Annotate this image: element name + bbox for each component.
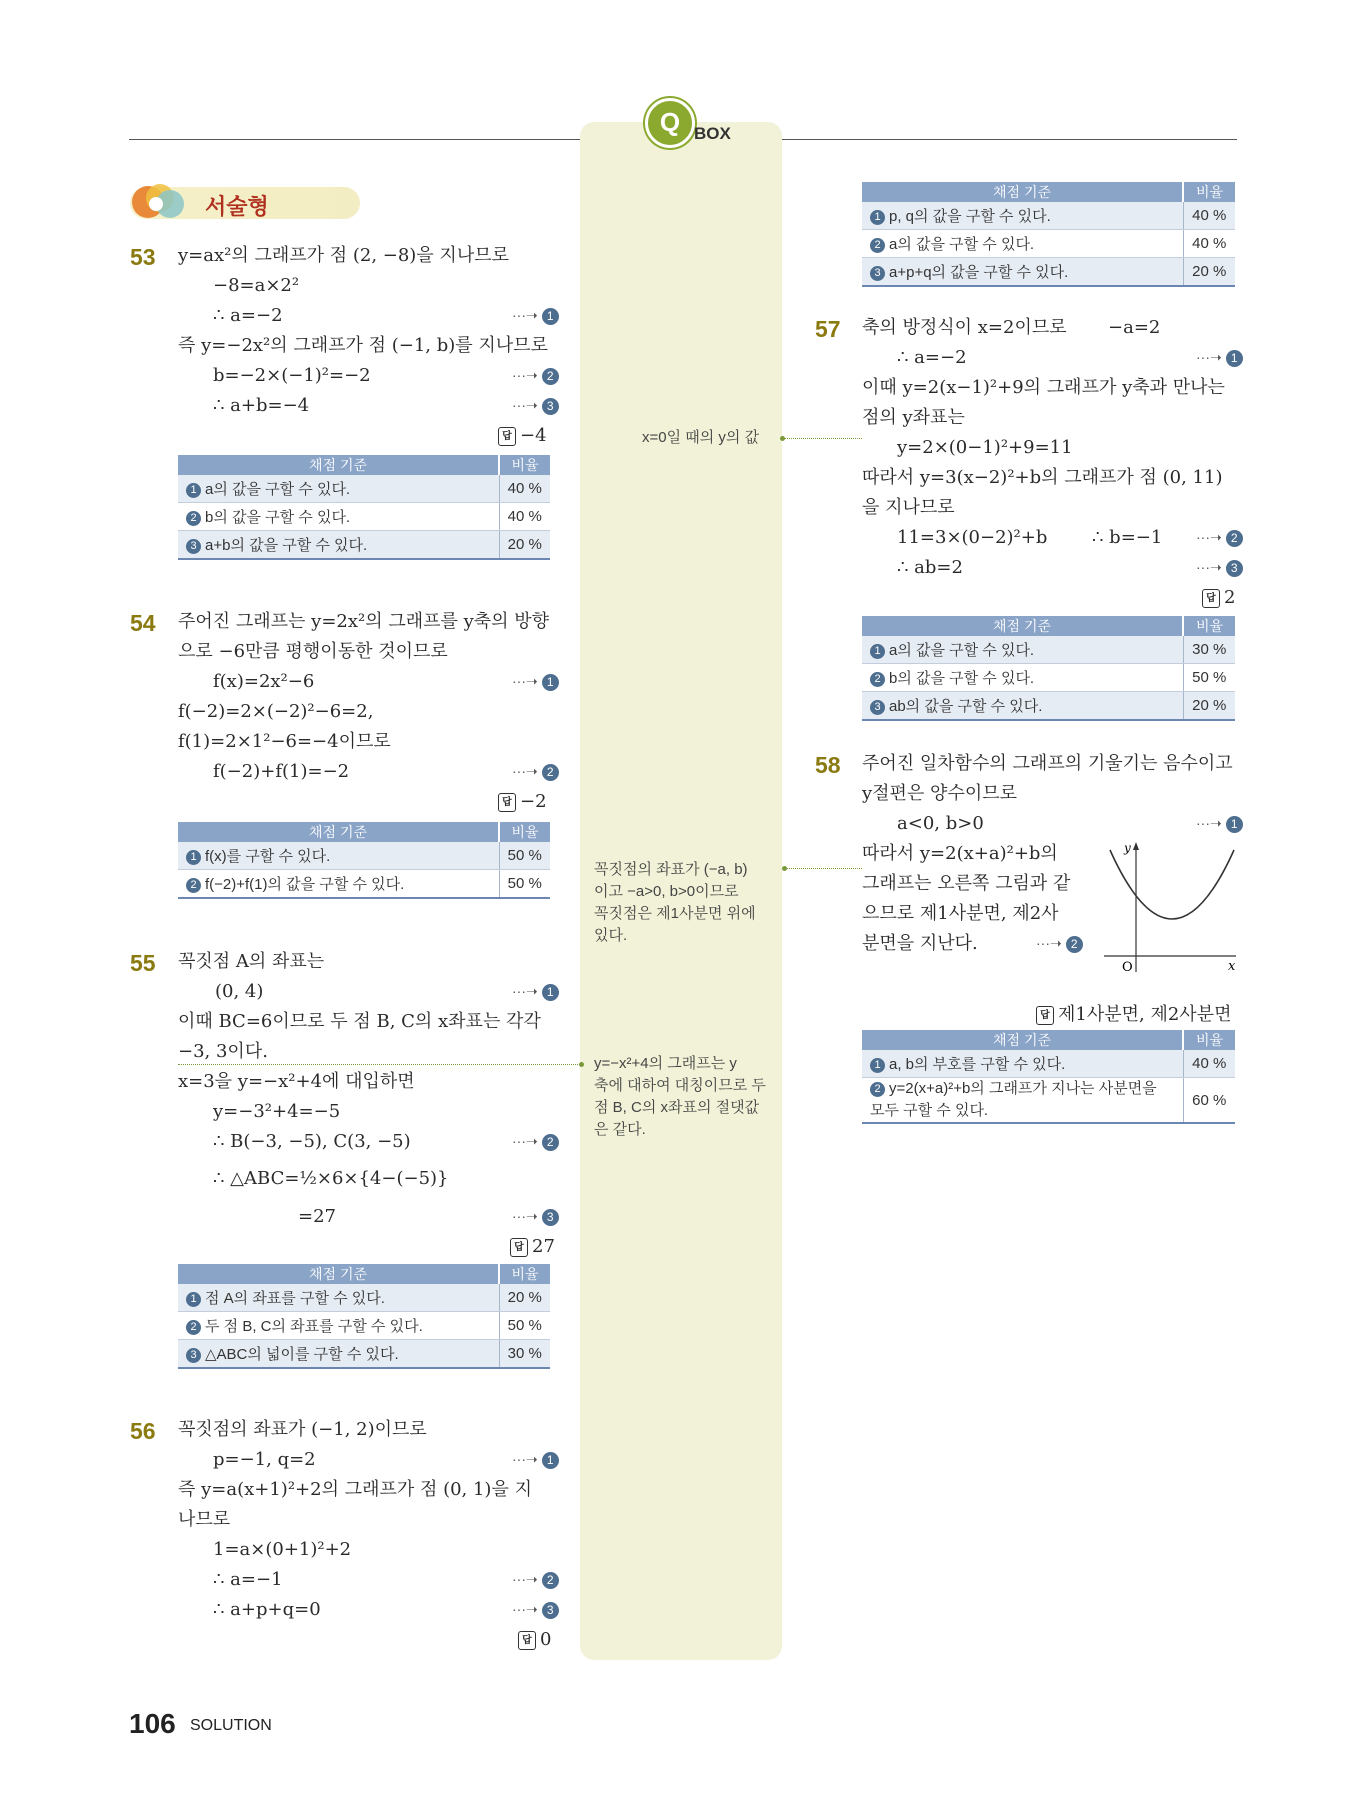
problem-56-number: 56	[130, 1418, 156, 1444]
p57-line-11: ∴ ab=2	[897, 557, 963, 578]
p58-line-3: a<0, b>0	[897, 813, 984, 834]
p56-line-1: 꼭짓점의 좌표가 (−1, 2)이므로	[178, 1419, 427, 1440]
p57-line-5: 점의 y좌표는	[862, 407, 965, 428]
p54-line-2: 으로 −6만큼 평행이동한 것이므로	[178, 641, 448, 662]
p55-line-7: ∴ B(−3, −5), C(3, −5)	[213, 1131, 411, 1152]
answer-icon: 답	[510, 1238, 528, 1257]
p57-line-8: 을 지나므로	[862, 497, 955, 518]
graph-origin-label: O	[1122, 960, 1133, 975]
p55-line-1: 꼭짓점 A의 좌표는	[178, 951, 325, 972]
p54-line-3: f(x)=2x²−6	[213, 671, 315, 692]
p58-line-4: 따라서 y=2(x+a)²+b의	[862, 843, 1058, 864]
p58-line-6: 으므로 제1사분면, 제2사	[862, 903, 1059, 924]
p54-line-1: 주어진 그래프는 y=2x²의 그래프를 y축의 방향	[178, 611, 550, 632]
section-flower-icon	[130, 180, 190, 224]
p55-line-5: x=3을 y=−x²+4에 대입하면	[178, 1071, 415, 1092]
p57-line-10: ∴ b=−1	[1092, 527, 1163, 548]
p54-scoring-table: 채점 기준 비율 1 f(x)를 구할 수 있다. 50 % 2 f(−2)+f(1)의 값을 구할 수 있다. 50 %	[178, 822, 550, 899]
graph-x-label: x	[1228, 959, 1236, 974]
p56-line-4: 나므로	[178, 1509, 231, 1530]
p54-answer: 답 −2	[498, 791, 547, 812]
p53-line-6: ∴ a+b=−4	[213, 395, 310, 416]
p58-line-2: y절편은 양수이므로	[862, 783, 1017, 804]
p57-line-1: 축의 방정식이 x=2이므로	[862, 317, 1067, 338]
note-connector-dot	[579, 1062, 584, 1067]
p54-line-5: f(1)=2×1²−6=−4이므로	[178, 731, 391, 752]
p56-scoring-table: 채점 기준 비율 1 p, q의 값을 구할 수 있다. 40 % 2 a의 값을 구할 수 있다. 40 % 3 a+p+q의 값을 구할 수 있다. 20 %	[862, 182, 1235, 287]
step-marker: ···➝ 3	[512, 1208, 559, 1226]
p53-line-1: y=ax²의 그래프가 점 (2, −8)을 지나므로	[178, 245, 509, 266]
step-marker: ···➝ 2	[512, 1133, 559, 1151]
p55-line-9: =27	[298, 1206, 336, 1227]
step-marker: ···➝ 1	[512, 1451, 559, 1469]
step-marker: ···➝ 2	[512, 367, 559, 385]
note-vertex: 꼭짓점의 좌표가 (−a, b) 이고 −a>0, b>0이므로 꼭짓점은 제1사분면 위에 있다.	[594, 861, 756, 944]
p55-scoring-table: 채점 기준 비율 1 점 A의 좌표를 구할 수 있다. 20 % 2 두 점 B, C의 좌표를 구할 수 있다. 50 % 3 △ABC의 넓이를 구할 수 있다. 30 %	[178, 1264, 550, 1369]
p56-line-6: ∴ a=−1	[213, 1569, 283, 1590]
note-connector-line	[784, 438, 862, 439]
step-marker: ···➝ 3	[512, 1601, 559, 1619]
problem-54-number: 54	[130, 610, 156, 636]
step-marker: ···➝ 1	[512, 673, 559, 691]
problem-55-number: 55	[130, 950, 156, 976]
note-symmetry: y=−x²+4의 그래프는 y 축에 대하여 대칭이므로 두 점 B, C의 x좌표의 절댓값 은 같다.	[594, 1055, 766, 1138]
step-marker: ···➝ 2	[1196, 529, 1243, 547]
p55-line-4: −3, 3이다.	[178, 1041, 268, 1062]
answer-icon: 답	[498, 793, 516, 812]
step-marker: ···➝ 2	[512, 763, 559, 781]
note-connector-line	[178, 1064, 580, 1065]
page-label: SOLUTION	[190, 1717, 272, 1734]
p56-answer: 답 0	[518, 1629, 551, 1650]
step-marker: ···➝ 1	[1196, 349, 1243, 367]
step-marker: ···➝ 2	[512, 1571, 559, 1589]
p58-line-1: 주어진 일차함수의 그래프의 기울기는 음수이고	[862, 753, 1233, 774]
problem-57-number: 57	[815, 316, 841, 342]
p57-line-4: 이때 y=2(x−1)²+9의 그래프가 y축과 만나는	[862, 377, 1225, 398]
note-connector-line	[786, 868, 862, 869]
p55-answer: 답 27	[510, 1236, 555, 1257]
p55-line-8: ∴ △ABC=½×6×{4−(−5)}	[213, 1168, 449, 1189]
p53-answer: 답 −4	[498, 425, 547, 446]
graph-y-label: y	[1124, 841, 1131, 855]
problem-53-number: 53	[130, 244, 156, 270]
p58-line-7: 분면을 지난다.	[862, 933, 978, 954]
box-label: BOX	[694, 124, 731, 143]
step-marker: ···➝ 1	[512, 983, 559, 1001]
p53-line-3: ∴ a=−2	[213, 305, 283, 326]
p56-line-5: 1=a×(0+1)²+2	[213, 1539, 352, 1560]
p53-line-5: b=−2×(−1)²=−2	[213, 365, 371, 386]
q-logo-icon: Q	[645, 98, 695, 148]
note-y-intercept: x=0일 때의 y의 값	[642, 429, 760, 446]
p58-scoring-table: 채점 기준 비율 1 a, b의 부호를 구할 수 있다. 40 % 2 y=2(x+a)²+b의 그래프가 지나는 사분면을 모두 구할 수 있다. 60 %	[862, 1030, 1235, 1124]
p58-answer: 답 제1사분면, 제2사분면	[1036, 1000, 1231, 1026]
p56-line-2: p=−1, q=2	[213, 1449, 316, 1470]
answer-icon: 답	[1036, 1006, 1054, 1025]
p53-scoring-table: 채점 기준 비율 1 a의 값을 구할 수 있다. 40 % 2 b의 값을 구할 수 있다. 40 % 3 a+b의 값을 구할 수 있다. 20 %	[178, 455, 550, 560]
p58-line-5: 그래프는 오른쪽 그림과 같	[862, 873, 1071, 894]
p53-line-4: 즉 y=−2x²의 그래프가 점 (−1, b)를 지나므로	[178, 335, 548, 356]
p55-line-3: 이때 BC=6이므로 두 점 B, C의 x좌표는 각각	[178, 1011, 541, 1032]
p55-line-2: (0, 4)	[215, 981, 264, 1002]
p57-line-2: −a=2	[1108, 317, 1161, 338]
answer-icon: 답	[1202, 589, 1220, 608]
p54-line-4: f(−2)=2×(−2)²−6=2,	[178, 701, 374, 722]
answer-icon: 답	[498, 427, 516, 446]
problem-58-number: 58	[815, 752, 841, 778]
p54-line-6: f(−2)+f(1)=−2	[213, 761, 350, 782]
step-marker: ···➝ 3	[512, 397, 559, 415]
p55-line-6: y=−3²+4=−5	[213, 1101, 341, 1122]
p56-line-7: ∴ a+p+q=0	[213, 1599, 321, 1620]
parabola-graph	[1100, 838, 1238, 976]
step-marker: ···➝ 3	[1196, 559, 1243, 577]
step-marker: ···➝ 2	[1036, 935, 1083, 953]
p57-line-3: ∴ a=−2	[897, 347, 967, 368]
p57-scoring-table: 채점 기준 비율 1 a의 값을 구할 수 있다. 30 % 2 b의 값을 구할 수 있다. 50 % 3 ab의 값을 구할 수 있다. 20 %	[862, 616, 1235, 721]
p53-line-2: −8=a×2²	[213, 275, 300, 296]
page-number: 106	[129, 1708, 176, 1739]
p57-answer: 답 2	[1202, 587, 1235, 608]
answer-icon: 답	[518, 1631, 536, 1650]
p57-line-6: y=2×(0−1)²+9=11	[897, 437, 1073, 458]
section-title: 서술형	[205, 194, 269, 219]
p57-line-9: 11=3×(0−2)²+b	[897, 527, 1048, 548]
step-marker: ···➝ 1	[512, 307, 559, 325]
step-marker: ···➝ 1	[1196, 815, 1243, 833]
p57-line-7: 따라서 y=3(x−2)²+b의 그래프가 점 (0, 11)	[862, 467, 1223, 488]
p56-line-3: 즉 y=a(x+1)²+2의 그래프가 점 (0, 1)을 지	[178, 1479, 532, 1500]
